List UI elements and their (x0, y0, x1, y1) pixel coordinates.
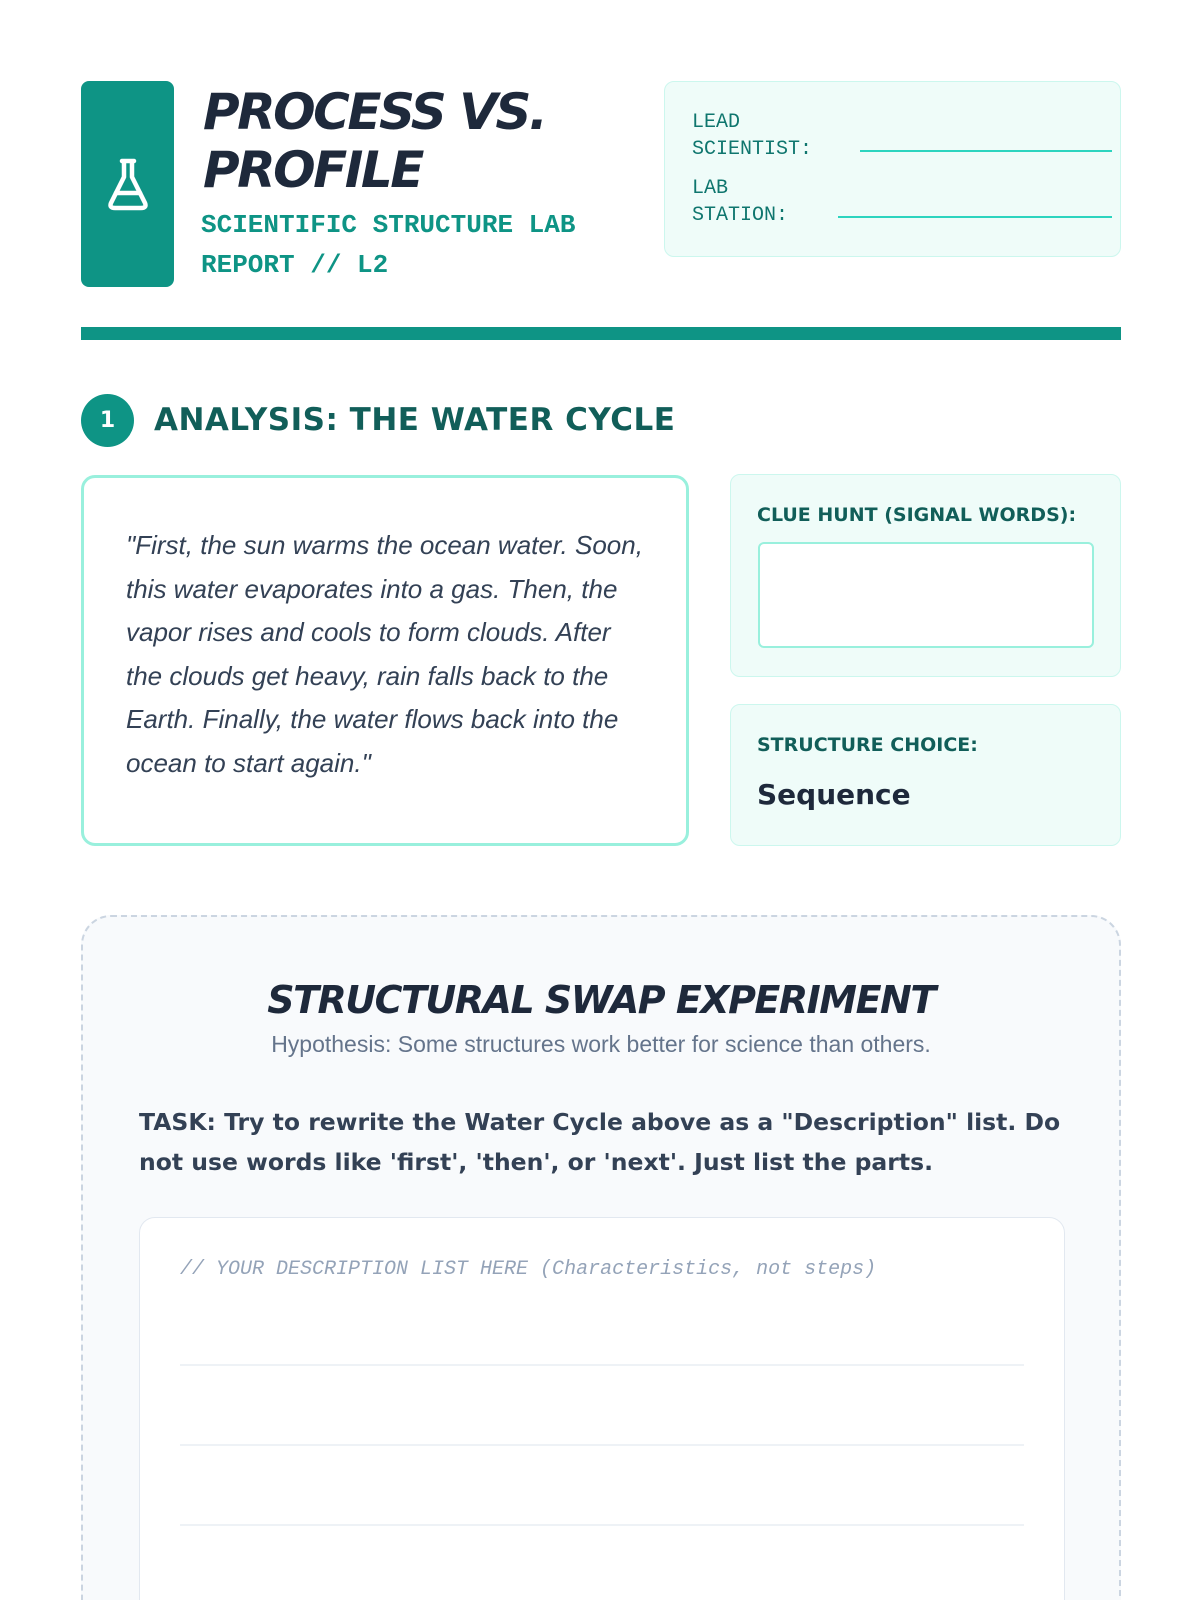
worksheet-header (81, 81, 1121, 287)
page-title: PROCESS VS. PROFILE (203, 83, 546, 199)
page-subtitle: SCIENTIFIC STRUCTURE LAB REPORT // L2 (201, 210, 576, 280)
header-divider (81, 327, 1121, 340)
experiment-task: TASK: Try to rewrite the Water Cycle above as a "Description" list. Do not use words like 'first', 'then', or 'next'. Just list the parts. (139, 1108, 1061, 1176)
section-title: ANALYSIS: THE WATER CYCLE (154, 402, 676, 438)
experiment-hypothesis: Hypothesis: Some structures work better for science than others. (271, 1031, 931, 1057)
structure-choice-label: STRUCTURE CHOICE: (757, 734, 978, 756)
section-number-badge: 1 (81, 394, 134, 447)
passage-box (81, 475, 689, 846)
lab-station-row (692, 175, 1112, 231)
writing-line (180, 1364, 1024, 1366)
lead-scientist-label: LEAD SCIENTIST: (692, 111, 813, 161)
writing-line (180, 1524, 1024, 1526)
lab-station-field[interactable] (838, 216, 1112, 218)
description-list-placeholder: // YOUR DESCRIPTION LIST HERE (Characteristics, not steps) (180, 1258, 877, 1281)
structure-choice-value[interactable]: Sequence (757, 778, 911, 811)
flask-icon (106, 157, 150, 211)
student-info-card (664, 81, 1121, 257)
lab-station-label: LAB STATION: (692, 177, 789, 227)
clue-hunt-label: CLUE HUNT (SIGNAL WORDS): (757, 504, 1077, 526)
experiment-panel (81, 915, 1121, 1600)
passage-text: "First, the sun warms the ocean water. Soon, this water evaporates into a gas. Then, the vapor rises and cools to form clouds. After the clouds get heavy, rain falls back to the Earth. Finally, the water flows back into the ocean to start again." (126, 530, 643, 778)
description-list-area[interactable] (139, 1217, 1065, 1600)
lead-scientist-field[interactable] (860, 150, 1112, 152)
structure-choice-card (730, 704, 1121, 846)
experiment-title: STRUCTURAL SWAP EXPERIMENT (267, 978, 935, 1022)
lead-scientist-row (692, 109, 1112, 165)
clue-hunt-card (730, 474, 1121, 677)
clue-hunt-answer-box[interactable] (758, 542, 1094, 648)
logo-badge (81, 81, 174, 287)
writing-line (180, 1444, 1024, 1446)
